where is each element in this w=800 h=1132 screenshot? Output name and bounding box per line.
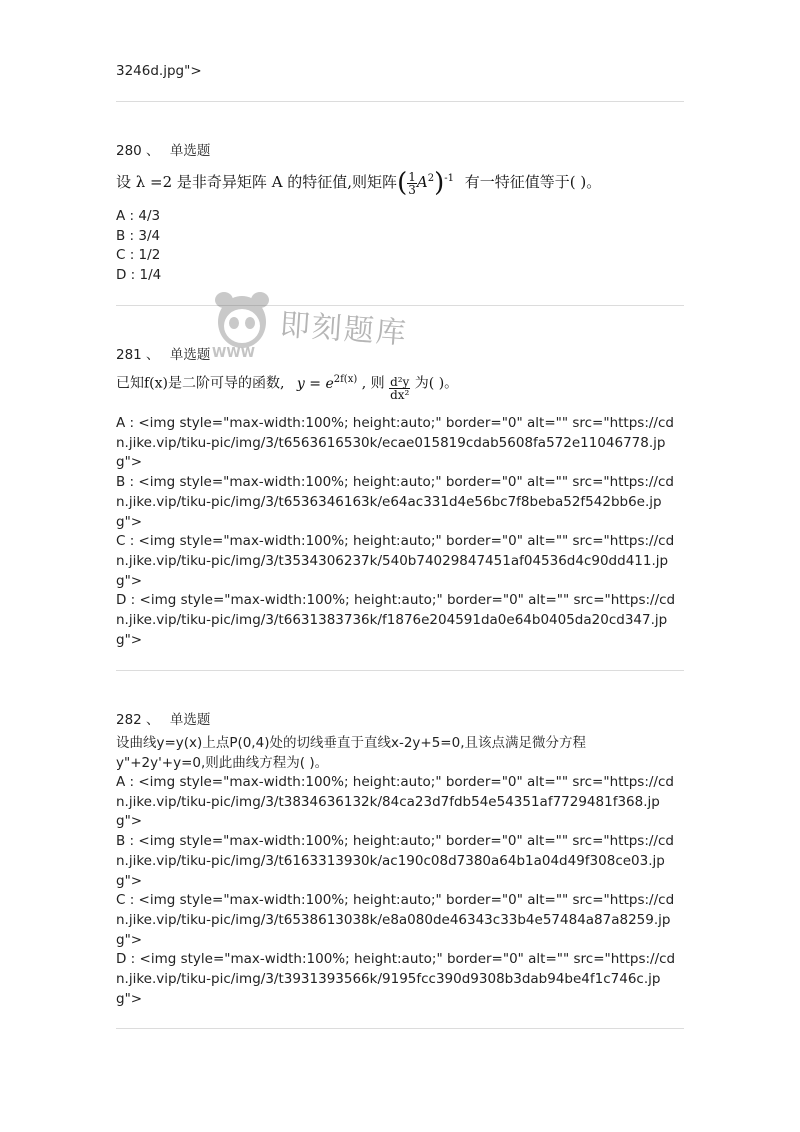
question-282-stem: 设曲线y=y(x)上点P(0,4)处的切线垂直于直线x-2y+5=0,且该点满足微分方程y"+2y'+y=0,则此曲线方程为( )。 xyxy=(116,735,586,771)
option-d[interactable]: D : <img style="max-width:100%; height:auto;" border="0" alt="" src="https://cdn.jike.vip/tiku-pic/img/3/t6631383736k/f1876e204591da0e64b0405da20cd347.jpg"> xyxy=(116,592,676,648)
divider xyxy=(116,670,684,671)
watermark-brand: 即刻题库 xyxy=(278,307,409,352)
option-b[interactable]: B : 3/4 xyxy=(116,227,161,244)
previous-question-tail: 3246d.jpg"> xyxy=(116,63,202,79)
stem-mid: , 则 xyxy=(361,375,385,392)
question-type: 单选题 xyxy=(169,712,211,728)
question-280-options xyxy=(116,207,684,286)
formula-exponent: 2f(x) xyxy=(333,373,358,385)
option-b[interactable]: B : <img style="max-width:100%; height:auto;" border="0" alt="" src="https://cdn.jike.vip/tiku-pic/img/3/t6536346163k/e64ac331d4e56bc7f8beba52f542bb6e.jpg"> xyxy=(116,474,674,530)
watermark-sub: WWW xyxy=(212,346,256,361)
divider xyxy=(116,101,684,102)
option-d[interactable]: D : <img style="max-width:100%; height:auto;" border="0" alt="" src="https://cdn.jike.vip/tiku-pic/img/3/t3931393566k/9195fcc390d9308b3dab94be4f1c746c.jpg"> xyxy=(116,951,676,1007)
option-c[interactable]: C : 1/2 xyxy=(116,247,161,264)
formula-y: y = e xyxy=(296,375,334,392)
fraction-numerator: 1 xyxy=(408,169,416,184)
question-type: 单选题 xyxy=(169,347,211,363)
question-type: 单选题 xyxy=(169,143,211,159)
divider xyxy=(116,1028,684,1029)
question-281-options xyxy=(116,414,684,650)
question-280-stem-image: 设 λ =2 是非奇异矩阵 A 的特征值,则矩阵( $\frac{1}{3}$ $A^2)^{-1}$ 有一特征值等于( )。 xyxy=(116,168,602,198)
stem-text: 已知f(x)是二阶可导的函数, xyxy=(116,375,285,392)
option-c[interactable]: C : <img style="max-width:100%; height:auto;" border="0" alt="" src="https://cdn.jike.vip/tiku-pic/img/3/t6538613038k/e8a080de46343c33b4e57484a87a8259.jpg"> xyxy=(116,892,675,948)
question-number: 281 、 xyxy=(116,347,160,363)
question-281-stem-image xyxy=(116,366,458,401)
fraction-denominator: 3 xyxy=(408,182,416,197)
stem-text: 设 λ =2 是非奇异矩阵 A 的特征值,则矩阵 xyxy=(116,173,398,191)
option-c[interactable]: C : <img style="max-width:100%; height:auto;" border="0" alt="" src="https://cdn.jike.vip/tiku-pic/img/3/t3534306237k/540b74029847451af04536d4c90dd411.jpg"> xyxy=(116,533,675,589)
derivative-numerator: d²y xyxy=(390,375,410,389)
question-number: 280 、 xyxy=(116,143,160,159)
question-number: 282 、 xyxy=(116,712,160,728)
question-282-options xyxy=(116,773,684,1009)
stem-text-post: 为( )。 xyxy=(414,375,459,392)
question-282-header xyxy=(116,708,210,728)
stem-text-post: 有一特征值等于( )。 xyxy=(464,173,602,191)
option-b[interactable]: B : <img style="max-width:100%; height:auto;" border="0" alt="" src="https://cdn.jike.vip/tiku-pic/img/3/t6163313930k/ac190c08d7380a64b1a04d49f308ce03.jpg"> xyxy=(116,833,674,889)
option-d[interactable]: D : 1/4 xyxy=(116,267,162,284)
option-a[interactable]: A : <img style="max-width:100%; height:auto;" border="0" alt="" src="https://cdn.jike.vip/tiku-pic/img/3/t6563616530k/ecae015819cdab5608fa572e11046778.jpg"> xyxy=(116,415,674,471)
option-a[interactable]: A : <img style="max-width:100%; height:auto;" border="0" alt="" src="https://cdn.jike.vip/tiku-pic/img/3/t3834636132k/84ca23d7fdb54e54351af7729481f368.jpg"> xyxy=(116,774,674,830)
watermark xyxy=(210,288,430,368)
question-281-header xyxy=(116,343,210,363)
inverse-exponent: -1 xyxy=(444,173,454,184)
derivative-denominator: dx² xyxy=(390,388,410,402)
exponent: 2 xyxy=(427,173,435,184)
question-280-header xyxy=(116,139,210,159)
option-a[interactable]: A : 4/3 xyxy=(116,208,161,224)
matrix-symbol: A xyxy=(416,173,428,191)
